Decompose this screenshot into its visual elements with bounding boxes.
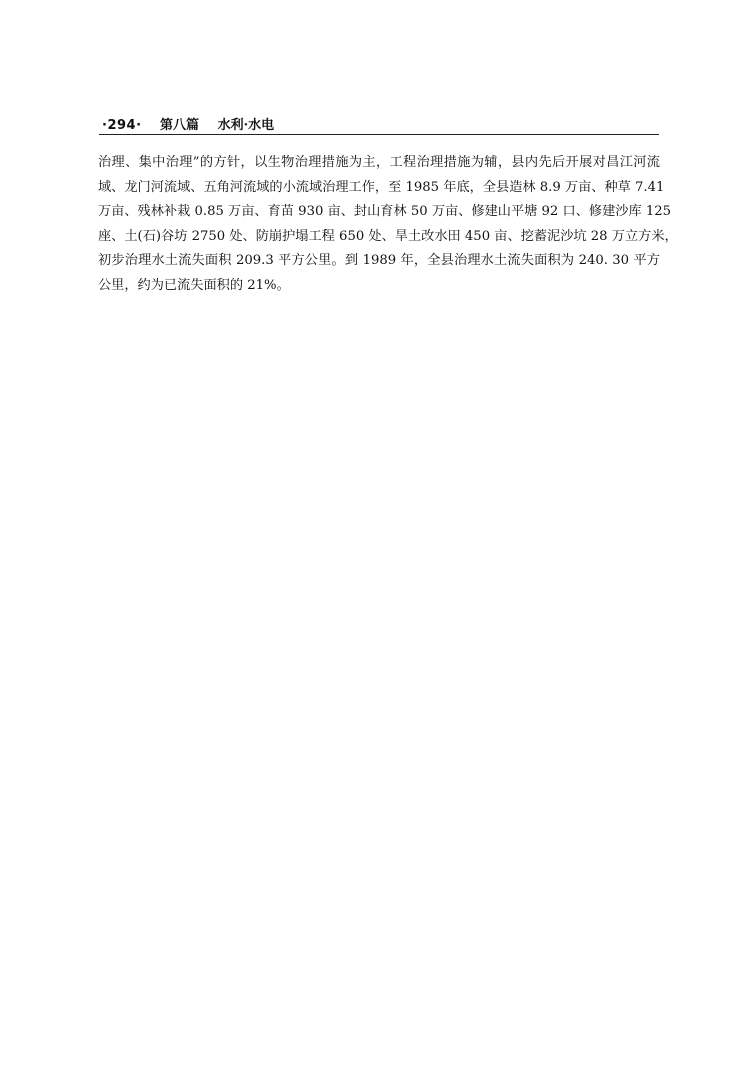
text-line: 治理、集中治理”的方针，以生物治理措施为主，工程治理措施为辅，县内先后开展对昌江河流 — [98, 155, 660, 170]
text-line: 座、土(石)谷坊 2750 处、防崩护塌工程 650 处、旱土改水田 450 亩、挖蓄泥沙坑 28 万立方米， — [98, 228, 678, 244]
section-title: 第八篇 — [160, 118, 200, 133]
text-line: 域、龙门河流域、五角河流域的小流域治理工作，至 1985 年底，全县造林 8.9 万亩、种草 7.41 — [98, 179, 665, 195]
text-line: 公里，约为已流失面积的 21%。 — [98, 277, 290, 293]
text-line: 初步治理水土流失面积 209.3 平方公里。到 1989 年，全县治理水土流失面积为 240. 30 平方 — [98, 253, 660, 269]
header-rule — [99, 134, 659, 135]
running-header — [102, 114, 658, 136]
page-number: ·294· — [102, 118, 142, 133]
chapter-topic: 水利·水电 — [217, 118, 275, 133]
body-paragraph — [98, 151, 678, 299]
text-line: 万亩、残林补栽 0.85 万亩、育苗 930 亩、封山育林 50 万亩、修建山平塘 92 口、修建沙库 125 — [98, 204, 671, 220]
